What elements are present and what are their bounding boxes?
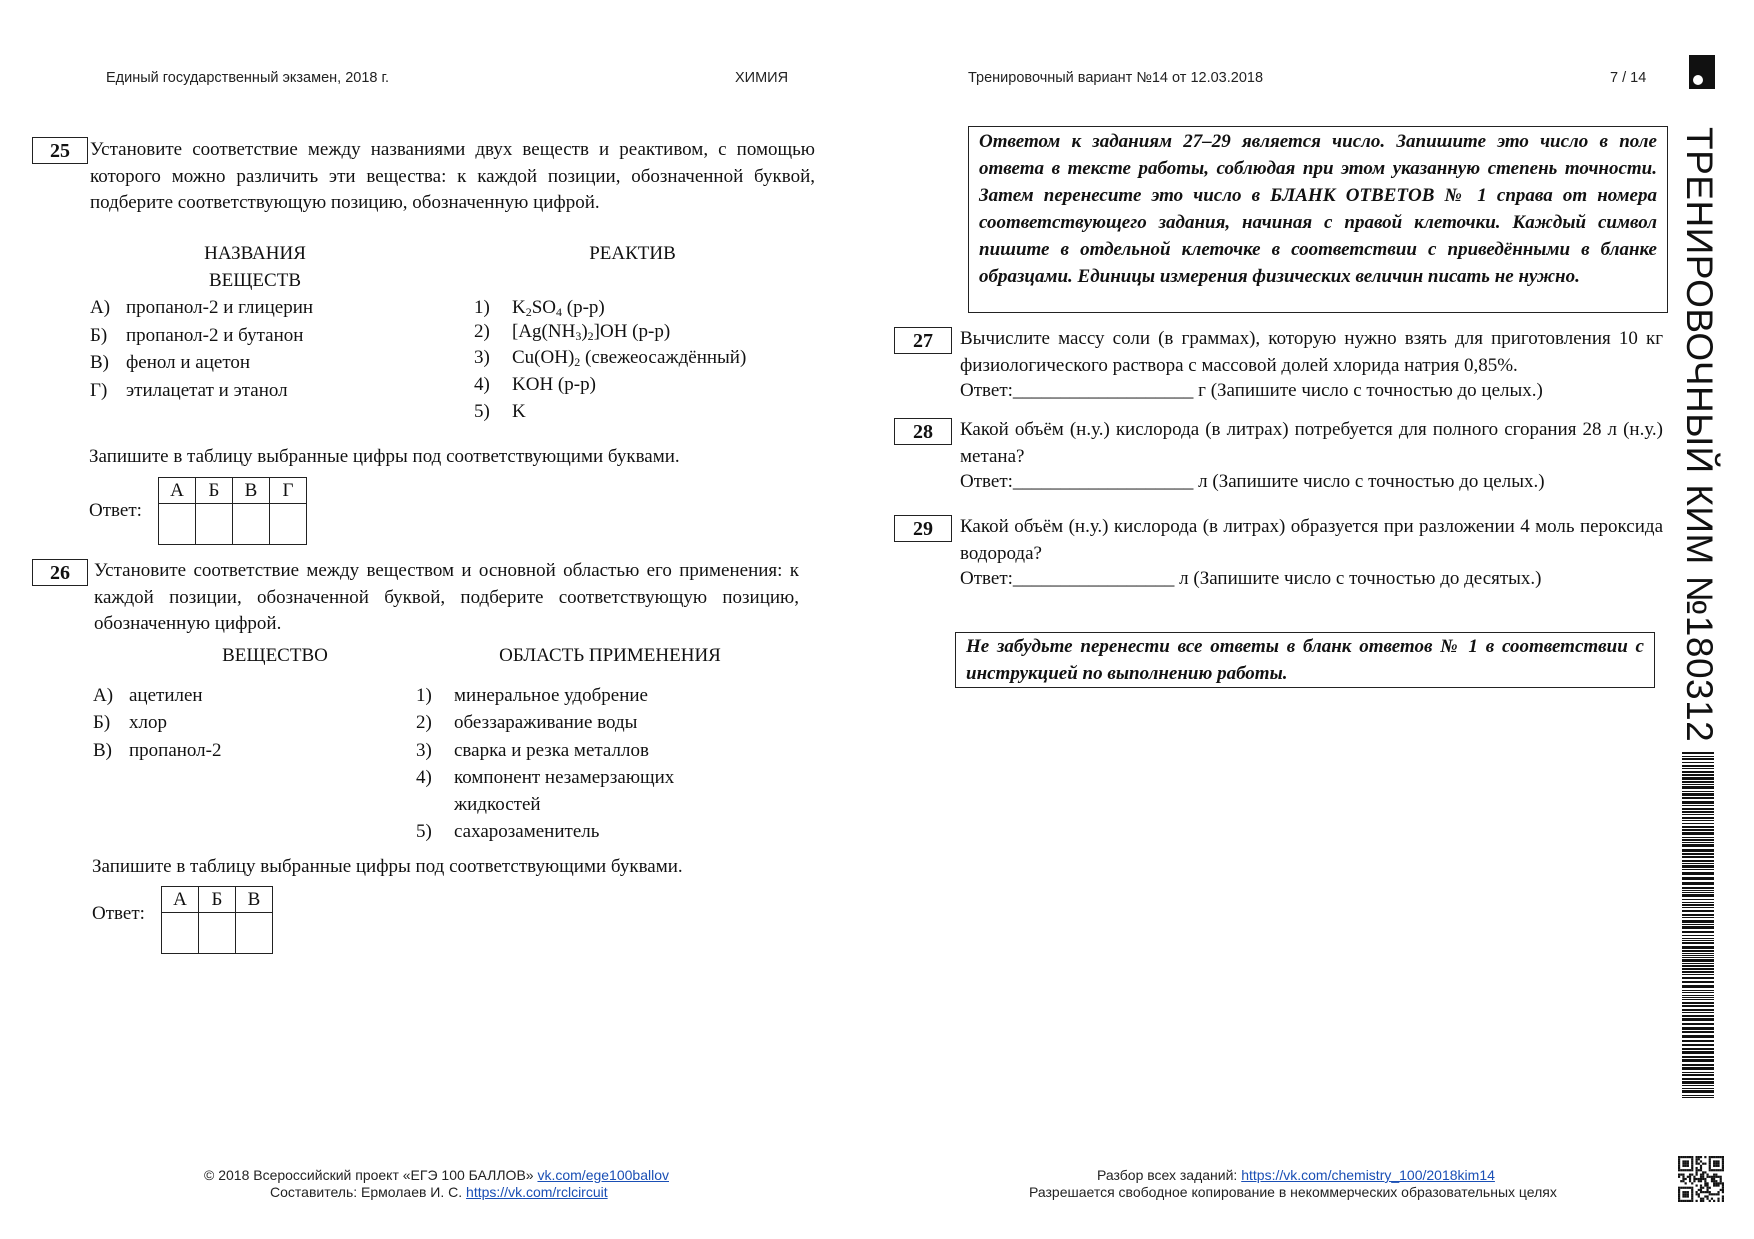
list-item: Б) хлор — [93, 712, 167, 733]
question-text: Какой объём (н.у.) кислорода (в литрах) образуется при разложении 4 моль пероксида водорода? — [960, 516, 1663, 564]
reagent-formula: $Cu(OH)_2$ (свежеосаждённый) — [512, 347, 747, 369]
answer-line[interactable]: Ответ:_________________ л (Запишите число с точностью до десятых.) — [960, 568, 1542, 589]
reagent-formula: $[Ag(NH_3)_2]OH$ (р-р) — [512, 321, 671, 343]
footer-license: Разрешается свободное копирование в некоммерческих образовательных целях — [1029, 1184, 1557, 1200]
list-item: 1) $K_2SO_4$ (р-р) — [474, 297, 605, 319]
list-item: 4) KOH (р-р) — [474, 374, 596, 395]
list-item: 1) минеральное удобрение — [416, 685, 648, 706]
answer-cell[interactable] — [159, 504, 196, 545]
footer-link[interactable]: https://vk.com/rclcircuit — [466, 1184, 608, 1200]
column-heading: ВЕЩЕСТВ — [208, 270, 301, 291]
answer-table — [158, 477, 307, 545]
answer-cell[interactable] — [196, 504, 233, 545]
question-text: Вычислите массу соли (в граммах), которую нужно взять для приготовления 10 кг физиологического раствора с массовой долей хлорида натрия 0,85%. — [960, 328, 1663, 376]
header-exam-title: Единый государственный экзамен, 2018 г. — [106, 70, 390, 86]
side-title: ТРЕНИРОВОЧНЫЙ КИМ №180312 — [1679, 127, 1720, 743]
answer-cell[interactable] — [233, 504, 270, 545]
footer-copyright: © 2018 Всероссийский проект «ЕГЭ 100 БАЛЛОВ» vk.com/ege100ballov — [204, 1167, 669, 1183]
answer-table — [161, 886, 273, 954]
answer-line[interactable]: Ответ:___________________ г (Запишите число с точностью до целых.) — [960, 380, 1543, 401]
table-header-cell: Б — [196, 478, 233, 504]
answer-line[interactable]: Ответ:___________________ л (Запишите число с точностью до целых.) — [960, 471, 1545, 492]
footer-author: Составитель: Ермолаев И. С. https://vk.com/rclcircuit — [270, 1184, 608, 1200]
table-header-cell: Б — [199, 887, 236, 913]
table-header-cell: В — [236, 887, 273, 913]
list-item: 4) компонент незамерзающих — [416, 767, 675, 788]
question-number: 29 — [894, 515, 952, 542]
question-text: Какой объём (н.у.) кислорода (в литрах) потребуется для полного сгорания 28 л (н.у.) метана? — [960, 419, 1663, 467]
reminder-box: Не забудьте перенести все ответы в бланк ответов № 1 в соответствии с инструкцией по выполнению работы. — [955, 632, 1655, 688]
list-item: А) пропанол-2 и глицерин — [90, 297, 314, 318]
qr-code-icon — [1678, 1156, 1724, 1202]
table-instruction: Запишите в таблицу выбранные цифры под соответствующими буквами. — [92, 856, 683, 877]
answer-cell[interactable] — [236, 913, 273, 954]
list-item: Б) пропанол-2 и бутанон — [90, 325, 304, 346]
table-header-cell: А — [159, 478, 196, 504]
answer-cell[interactable] — [270, 504, 307, 545]
header-page-number: 7 / 14 — [1610, 70, 1647, 86]
table-header-cell: Г — [270, 478, 307, 504]
footer-analysis: Разбор всех заданий: https://vk.com/chemistry_100/2018kim14 — [1097, 1167, 1495, 1183]
question-text: Установите соответствие между веществом и основной областью его применения: к каждой позиции, обозначенной буквой, подберите соответствующую позицию, обозначенную цифрой. — [94, 560, 799, 634]
list-item: 5) K — [474, 401, 526, 422]
corner-marker-icon — [1689, 55, 1715, 89]
reagent-formula: $K_2SO_4$ (р-р) — [512, 297, 605, 319]
column-heading: ВЕЩЕСТВО — [222, 645, 328, 666]
table-header-cell: В — [233, 478, 270, 504]
barcode-icon — [1682, 752, 1714, 1102]
header-subject: ХИМИЯ — [735, 70, 789, 86]
answer-label: Ответ: — [89, 500, 142, 521]
answer-label: Ответ: — [92, 903, 145, 924]
question-number: 27 — [894, 327, 952, 354]
instructions-box: Ответом к заданиям 27–29 является число. Запишите это число в поле ответа в тексте работы, соблюдая при этом указанную степень точности. Затем перенесите это число в БЛАНК ОТВЕТОВ № 1 справа от номера соответствующего задания, начиная с правой клеточки. Каждый символ пишите в отдельной клеточке в соответствии с приведёнными в бланке образцами. Единицы измерения физических величин писать не нужно. — [968, 126, 1668, 313]
list-item: Г) этилацетат и этанол — [90, 380, 288, 401]
answer-cell[interactable] — [162, 913, 199, 954]
column-heading: ОБЛАСТЬ ПРИМЕНЕНИЯ — [499, 645, 721, 666]
table-header-cell: А — [162, 887, 199, 913]
question-number: 26 — [32, 559, 88, 586]
list-item: В) пропанол-2 — [93, 740, 222, 761]
list-item: А) ацетилен — [93, 685, 203, 706]
list-item: 3) сварка и резка металлов — [416, 740, 649, 761]
footer-link[interactable]: vk.com/ege100ballov — [537, 1167, 669, 1183]
list-item: 5) сахарозаменитель — [416, 821, 600, 842]
question-text: Установите соответствие между названиями двух веществ и реактивом, с помощью которого можно различить эти вещества: к каждой позиции, обозначенной буквой, подберите соответствующую позицию, обозначенную цифрой. — [90, 139, 815, 213]
footer-link[interactable]: https://vk.com/chemistry_100/2018kim14 — [1241, 1167, 1495, 1183]
list-item: 3) $Cu(OH)_2$ (свежеосаждённый) — [474, 347, 747, 369]
column-heading: НАЗВАНИЯ — [204, 243, 306, 264]
question-number: 28 — [894, 418, 952, 445]
question-number: 25 — [32, 137, 88, 164]
column-heading: РЕАКТИВ — [589, 243, 676, 264]
list-item-continuation: жидкостей — [454, 794, 541, 815]
answer-cell[interactable] — [199, 913, 236, 954]
table-instruction: Запишите в таблицу выбранные цифры под соответствующими буквами. — [89, 446, 680, 467]
list-item: 2) $[Ag(NH_3)_2]OH$ (р-р) — [474, 321, 671, 343]
list-item: В) фенол и ацетон — [90, 352, 251, 373]
list-item: 2) обеззараживание воды — [416, 712, 638, 733]
header-variant: Тренировочный вариант №14 от 12.03.2018 — [968, 70, 1264, 86]
